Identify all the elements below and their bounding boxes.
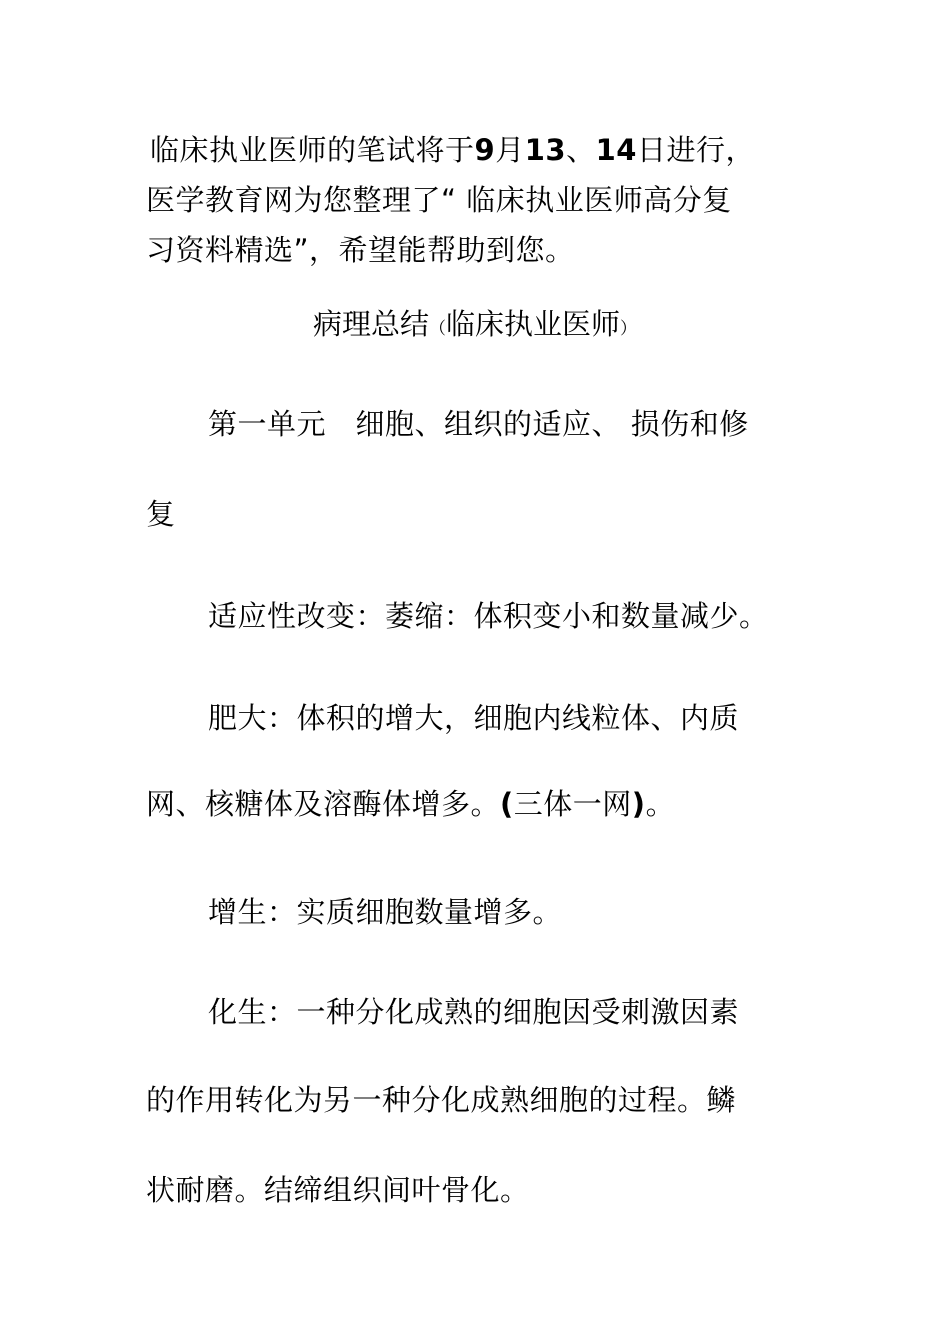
paragraph-metaplasia-line-2: 的作用转化为另一种分化成熟细胞的过程。鳞: [146, 1083, 737, 1117]
hypertrophy-period: 。: [645, 787, 676, 821]
paragraph-hypertrophy-line-1: 肥大：体积的增大，细胞内线粒体、内质: [208, 701, 740, 735]
intro-text: 日进行，: [636, 133, 755, 167]
exam-day-2: 14: [595, 133, 637, 167]
intro-line-3: 习资料精选”，希望能帮助到您。: [146, 233, 575, 267]
heading-paren-close: ）: [620, 319, 638, 339]
paragraph-metaplasia-line-1: 化生：一种分化成熟的细胞因受刺激因素: [208, 995, 740, 1029]
intro-text: 临床执业医师的笔试将于: [150, 133, 475, 167]
unit-title-line-2: 复: [146, 497, 176, 531]
intro-line-1: [150, 132, 755, 168]
paragraph-hyperplasia: 增生：实质细胞数量增多。: [208, 895, 563, 929]
intro-text: 月: [495, 133, 525, 167]
paragraph-metaplasia-line-3: 状耐磨。结缔组织间叶骨化。: [146, 1173, 530, 1207]
hypertrophy-mnemonic: 三体一网: [513, 787, 632, 821]
hypertrophy-text: 网、核糖体及溶酶体增多。: [146, 787, 501, 821]
paren-open: (: [500, 787, 514, 821]
paragraph-atrophy: 适应性改变：萎缩：体积变小和数量减少。: [208, 599, 769, 633]
exam-day-1: 13: [524, 133, 567, 167]
heading-paren-open: （: [429, 319, 446, 339]
section-heading: [0, 306, 950, 347]
heading-main: 病理总结: [312, 307, 429, 341]
paragraph-hypertrophy-line-2: [146, 786, 675, 822]
intro-text: 、: [566, 133, 596, 167]
intro-line-2: 医学教育网为您整理了“ 临床执业医师高分复: [146, 183, 732, 217]
unit-title-line-1: 第一单元 细胞、组织的适应、 损伤和修: [208, 407, 749, 441]
heading-sub: 临床执业医师: [446, 307, 621, 341]
exam-month: 9: [474, 133, 496, 167]
paren-close: ): [631, 787, 646, 821]
